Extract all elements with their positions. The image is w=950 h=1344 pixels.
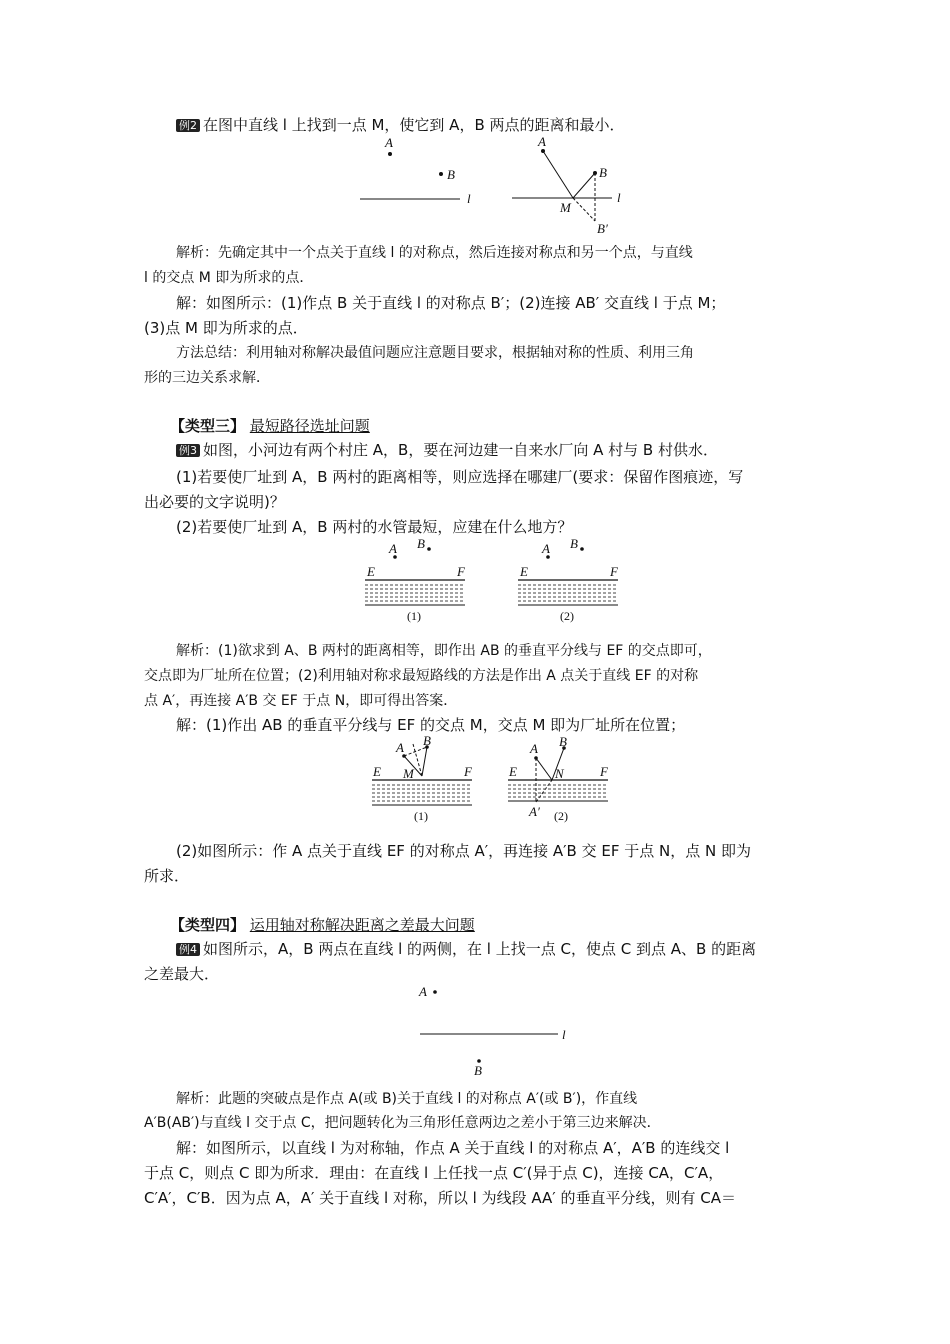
- label-m: M: [403, 766, 414, 781]
- point-a: [433, 990, 437, 994]
- label-b: B: [417, 536, 425, 551]
- label-a: A: [530, 741, 538, 756]
- example-3-question-line3: 出必要的文字说明)？: [144, 493, 285, 511]
- label-l: l: [467, 191, 471, 206]
- label-a: A: [538, 134, 546, 149]
- segment-mbp: [573, 198, 595, 221]
- river-water: [372, 785, 472, 801]
- label-a: A: [389, 541, 397, 556]
- label-b: B: [447, 167, 455, 182]
- segment-mb: [573, 173, 595, 198]
- example-2-solution-line1: 解：如图所示：(1)作点 B 关于直线 l 的对称点 B′；(2)连接 AB′ 交直线 l 于点 M；: [176, 294, 726, 312]
- label-e: E: [509, 764, 517, 779]
- label-a: A: [542, 541, 550, 556]
- point-b: [593, 171, 597, 175]
- example-4-solution-line3: C′A′，C′B．因为点 A，A′ 关于直线 l 对称，所以 l 为线段 AA′ 的垂直平分线，则有 CA＝: [144, 1189, 736, 1207]
- example-2-text: 在图中直线 l 上找到一点 M，使它到 A，B 两点的距离和最小．: [203, 116, 625, 134]
- label-b: B: [559, 734, 567, 749]
- label-b: B: [474, 1063, 482, 1078]
- example-4-analysis-line2: A′B(AB′)与直线 l 交于点 C，把问题转化为三角形任意两边之差小于第三边来解决．: [144, 1115, 661, 1131]
- label-m: M: [560, 200, 571, 215]
- label-e: E: [373, 764, 381, 779]
- label-a: A: [396, 740, 404, 755]
- example-2-analysis-line2: l 的交点 M 即为所求的点．: [144, 270, 314, 286]
- example-3-text: 如图，小河边有两个村庄 A，B，要在河边建一自来水厂向 A 村与 B 村供水．: [203, 441, 718, 459]
- segment-bm: [422, 747, 427, 776]
- example-3-analysis-line1: 解析：(1)欲求到 A、B 两村的距离相等，即作出 AB 的垂直平分线与 EF 的交点即可，: [176, 643, 712, 659]
- example-3-analysis-line2: 交点即为厂址所在位置；(2)利用轴对称求最短路线的方法是作出 A 点关于直线 EF 的对称: [144, 668, 699, 684]
- type-4-title: 运用轴对称解决距离之差最大问题: [249, 916, 475, 934]
- example-3-solution-figure-2: [508, 736, 618, 828]
- label-a: A: [419, 984, 427, 999]
- example-3-figure-1: [365, 536, 475, 625]
- type-4-heading: [170, 914, 475, 936]
- example-2-figure-solution: [510, 135, 650, 235]
- caption-1: (1): [407, 609, 421, 623]
- caption-2: (2): [554, 809, 568, 823]
- example-4-analysis-line1: 解析：此题的突破点是作点 A(或 B)关于直线 l 的对称点 A′(或 B′)，作直线: [176, 1091, 638, 1107]
- point-b: [439, 172, 443, 176]
- label-f: F: [600, 764, 608, 779]
- example-3-analysis-line3: 点 A′，再连接 A′B 交 EF 于点 N，即可得出答案．: [144, 693, 458, 709]
- label-b: B: [599, 165, 607, 180]
- example-3-question-line4: (2)若要使厂址到 A，B 两村的水管最短，应建在什么地方？: [176, 518, 573, 536]
- example-3-solution-figure-1: [372, 733, 482, 828]
- point-a: [534, 756, 538, 760]
- example-4-solution-line1: 解：如图所示，以直线 l 为对称轴，作点 A 关于直线 l 的对称点 A′，A′B 的连线交 l: [176, 1139, 730, 1157]
- example-3-figure-2: [518, 536, 628, 625]
- label-f: F: [464, 764, 472, 779]
- caption-2: (2): [560, 609, 574, 623]
- example-2-figure-given: [355, 135, 485, 215]
- example-2-summary-line2: 形的三边关系求解．: [144, 370, 270, 386]
- label-l: l: [617, 190, 621, 205]
- segment-a-prime-n: [536, 780, 552, 802]
- river-water: [508, 785, 608, 797]
- point-b: [427, 547, 431, 551]
- label-b-prime: B′: [597, 221, 608, 236]
- example-2-tag: 例2: [176, 119, 200, 132]
- example-4-figure: [410, 982, 580, 1082]
- label-l: l: [562, 1027, 566, 1042]
- label-e: E: [367, 564, 375, 579]
- example-3-solution-line1: 解：(1)作出 AB 的垂直平分线与 EF 的交点 M，交点 M 即为厂址所在位置；: [176, 716, 686, 734]
- label-a: A: [385, 135, 393, 150]
- example-4-text: 如图所示，A，B 两点在直线 l 的两侧，在 l 上找一点 C，使点 C 到点 A、B 的距离: [203, 940, 757, 958]
- label-n: N: [555, 766, 564, 781]
- label-b: B: [423, 733, 431, 748]
- example-2-question: [176, 114, 625, 136]
- example-3-tag: 例3: [176, 444, 200, 457]
- label-f: F: [457, 564, 465, 579]
- segment-am: [543, 151, 573, 198]
- example-3-question-line2: (1)若要使厂址到 A，B 两村的距离相等，则应选择在哪建厂(要求：保留作图痕迹，写: [176, 468, 744, 486]
- type-4-bracket: 【类型四】: [170, 916, 246, 934]
- label-e: E: [520, 564, 528, 579]
- example-2-analysis-line1: 解析：先确定其中一个点关于直线 l 的对称点，然后连接对称点和另一个点，与直线: [176, 245, 693, 261]
- segment-an: [536, 758, 552, 780]
- example-2-solution-line2: (3)点 M 即为所求的点．: [144, 319, 308, 337]
- example-3-solution-line2: (2)如图所示：作 A 点关于直线 EF 的对称点 A′，再连接 A′B 交 EF 于点 N，点 N 即为: [176, 842, 752, 860]
- river-water: [518, 585, 618, 601]
- example-3-question-line1: [176, 439, 718, 461]
- label-f: F: [610, 564, 618, 579]
- point-a: [541, 149, 545, 153]
- example-4-question-line2: 之差最大．: [144, 965, 220, 983]
- example-3-solution-line3: 所求．: [144, 867, 190, 885]
- example-4-solution-line2: 于点 C，则点 C 即为所求．理由：在直线 l 上任找一点 C′(异于点 C)，连接 CA，C′A，: [144, 1164, 724, 1182]
- type-3-bracket: 【类型三】: [170, 417, 246, 435]
- type-3-heading: [170, 415, 370, 437]
- label-a-prime: A′: [529, 804, 540, 819]
- point-a: [388, 152, 392, 156]
- river-water: [365, 585, 465, 601]
- example-4-tag: 例4: [176, 943, 200, 956]
- example-2-summary-line1: 方法总结：利用轴对称解决最值问题应注意题目要求，根据轴对称的性质、利用三角: [176, 345, 694, 361]
- caption-1: (1): [414, 809, 428, 823]
- label-b: B: [570, 536, 578, 551]
- point-b: [580, 547, 584, 551]
- example-4-question-line1: [176, 938, 756, 960]
- type-3-title: 最短路径选址问题: [249, 417, 370, 435]
